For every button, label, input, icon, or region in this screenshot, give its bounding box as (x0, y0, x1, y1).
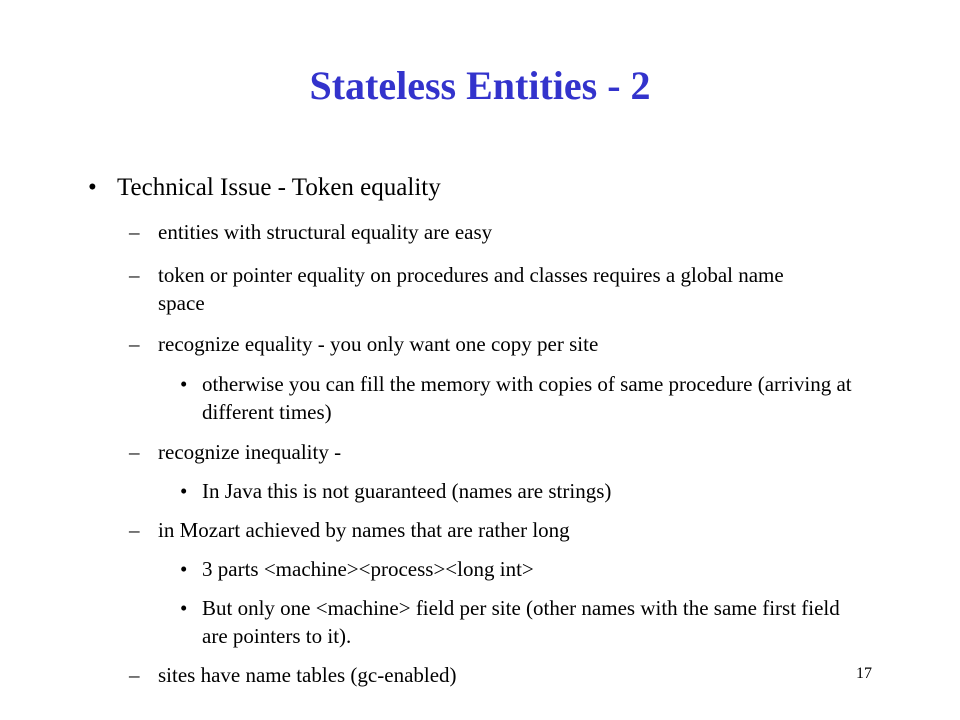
sub-sub-bullet-text: But only one <machine> field per site (other names with the same first field are pointers to it). (202, 596, 840, 648)
sub-bullet-text: recognize inequality - (158, 440, 342, 464)
bullet-marker: • (180, 557, 188, 581)
sub-bullet-6 (129, 661, 819, 689)
dash-marker: – (129, 332, 140, 356)
dash-marker: – (129, 518, 140, 542)
sub-bullet-text: recognize equality - you only want one copy per site (158, 332, 599, 356)
dash-marker: – (129, 440, 140, 464)
sub-bullet-1 (129, 218, 819, 246)
sub-bullet-text: token or pointer equality on procedures and classes requires a global name space (158, 263, 784, 315)
sub-bullet-4 (129, 438, 819, 466)
bullet-marker: • (88, 174, 97, 201)
page-number: 17 (856, 665, 872, 682)
sub-sub-bullet-4 (180, 594, 860, 650)
dash-marker: – (129, 663, 140, 687)
sub-sub-bullet-1 (180, 370, 860, 426)
sub-bullet-text: in Mozart achieved by names that are rather long (158, 518, 570, 542)
bullet-marker: • (180, 596, 188, 620)
dash-marker: – (129, 263, 140, 287)
sub-bullet-text: entities with structural equality are easy (158, 220, 493, 244)
sub-sub-bullet-2 (180, 477, 860, 505)
sub-sub-bullet-text: otherwise you can fill the memory with copies of same procedure (arriving at different times) (202, 372, 852, 424)
sub-sub-bullet-text: In Java this is not guaranteed (names are strings) (202, 479, 612, 503)
sub-sub-bullet-text: 3 parts <machine><process><long int> (202, 557, 534, 581)
main-bullet-text: Technical Issue - Token equality (117, 174, 441, 201)
bullet-marker: • (180, 479, 188, 503)
slide-title: Stateless Entities - 2 (309, 63, 651, 108)
dash-marker: – (129, 220, 140, 244)
sub-bullet-text: sites have name tables (gc-enabled) (158, 663, 457, 687)
sub-bullet-2 (129, 261, 819, 317)
bullet-marker: • (180, 372, 188, 396)
sub-sub-bullet-3 (180, 555, 860, 583)
sub-bullet-5 (129, 516, 819, 544)
sub-bullet-3 (129, 330, 819, 358)
